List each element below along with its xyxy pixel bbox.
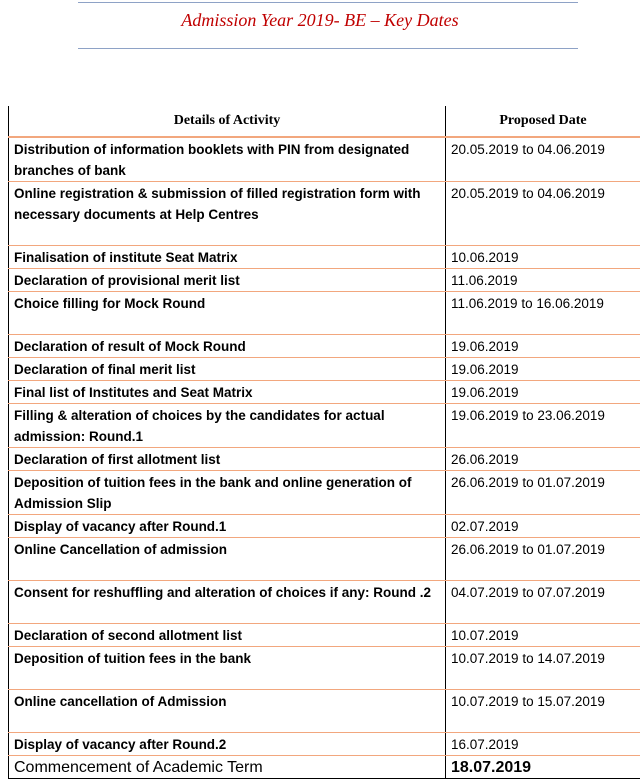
date-cell: 10.07.2019: [446, 624, 640, 647]
table-row: [9, 137, 640, 182]
activity-cell: Display of vacancy after Round.2: [9, 733, 446, 756]
activity-cell: Display of vacancy after Round.1: [9, 515, 446, 538]
table-row: [9, 690, 640, 733]
table-row: [9, 246, 640, 269]
date-cell: 20.05.2019 to 04.06.2019: [446, 182, 640, 246]
key-dates-table: [8, 106, 640, 779]
activity-cell: Online cancellation of Admission: [9, 690, 446, 733]
activity-cell: Finalisation of institute Seat Matrix: [9, 246, 446, 269]
activity-cell: Filling & alteration of choices by the candidates for actual admission: Round.1: [9, 404, 446, 448]
table-row: [9, 269, 640, 292]
activity-column-header: Details of Activity: [9, 106, 446, 137]
date-cell: 26.06.2019 to 01.07.2019: [446, 471, 640, 515]
activity-cell: Deposition of tuition fees in the bank and online generation of Admission Slip: [9, 471, 446, 515]
table-row: [9, 335, 640, 358]
date-cell: 26.06.2019: [446, 448, 640, 471]
date-cell: 26.06.2019 to 01.07.2019: [446, 538, 640, 581]
activity-cell: Online Cancellation of admission: [9, 538, 446, 581]
date-cell: 10.07.2019 to 14.07.2019: [446, 647, 640, 690]
date-column-header: Proposed Date: [446, 106, 640, 137]
date-cell: 16.07.2019: [446, 733, 640, 756]
table-row: [9, 448, 640, 471]
table-header-row: [9, 106, 640, 137]
date-cell: 18.07.2019: [446, 756, 640, 779]
activity-cell: Declaration of result of Mock Round: [9, 335, 446, 358]
activity-cell: Final list of Institutes and Seat Matrix: [9, 381, 446, 404]
activity-cell: Declaration of final merit list: [9, 358, 446, 381]
table-row: [9, 182, 640, 246]
date-cell: 04.07.2019 to 07.07.2019: [446, 581, 640, 624]
activity-cell: Online registration & submission of filled registration form with necessary documents at Help Centres: [9, 182, 446, 246]
date-cell: 10.06.2019: [446, 246, 640, 269]
activity-cell: Commencement of Academic Term: [9, 756, 446, 779]
table-row: [9, 358, 640, 381]
activity-cell: Consent for reshuffling and alteration of choices if any: Round .2: [9, 581, 446, 624]
date-cell: 02.07.2019: [446, 515, 640, 538]
table-row: [9, 381, 640, 404]
table-row: [9, 292, 640, 335]
date-cell: 11.06.2019 to 16.06.2019: [446, 292, 640, 335]
top-divider: [78, 2, 578, 3]
table-row: [9, 756, 640, 779]
table-row: [9, 404, 640, 448]
date-cell: 19.06.2019: [446, 358, 640, 381]
title-divider: [78, 48, 578, 49]
date-cell: 20.05.2019 to 04.06.2019: [446, 137, 640, 182]
activity-cell: Deposition of tuition fees in the bank: [9, 647, 446, 690]
activity-cell: Declaration of first allotment list: [9, 448, 446, 471]
table-row: [9, 733, 640, 756]
activity-cell: Declaration of second allotment list: [9, 624, 446, 647]
activity-cell: Distribution of information booklets with PIN from designated branches of bank: [9, 137, 446, 182]
table-row: [9, 471, 640, 515]
activity-cell: Declaration of provisional merit list: [9, 269, 446, 292]
table-row: [9, 624, 640, 647]
date-cell: 10.07.2019 to 15.07.2019: [446, 690, 640, 733]
date-cell: 19.06.2019: [446, 381, 640, 404]
date-cell: 19.06.2019: [446, 335, 640, 358]
table-row: [9, 515, 640, 538]
table-row: [9, 581, 640, 624]
date-cell: 19.06.2019 to 23.06.2019: [446, 404, 640, 448]
table-row: [9, 538, 640, 581]
page-title: Admission Year 2019- BE – Key Dates: [0, 10, 640, 31]
date-cell: 11.06.2019: [446, 269, 640, 292]
table-row: [9, 647, 640, 690]
activity-cell: Choice filling for Mock Round: [9, 292, 446, 335]
